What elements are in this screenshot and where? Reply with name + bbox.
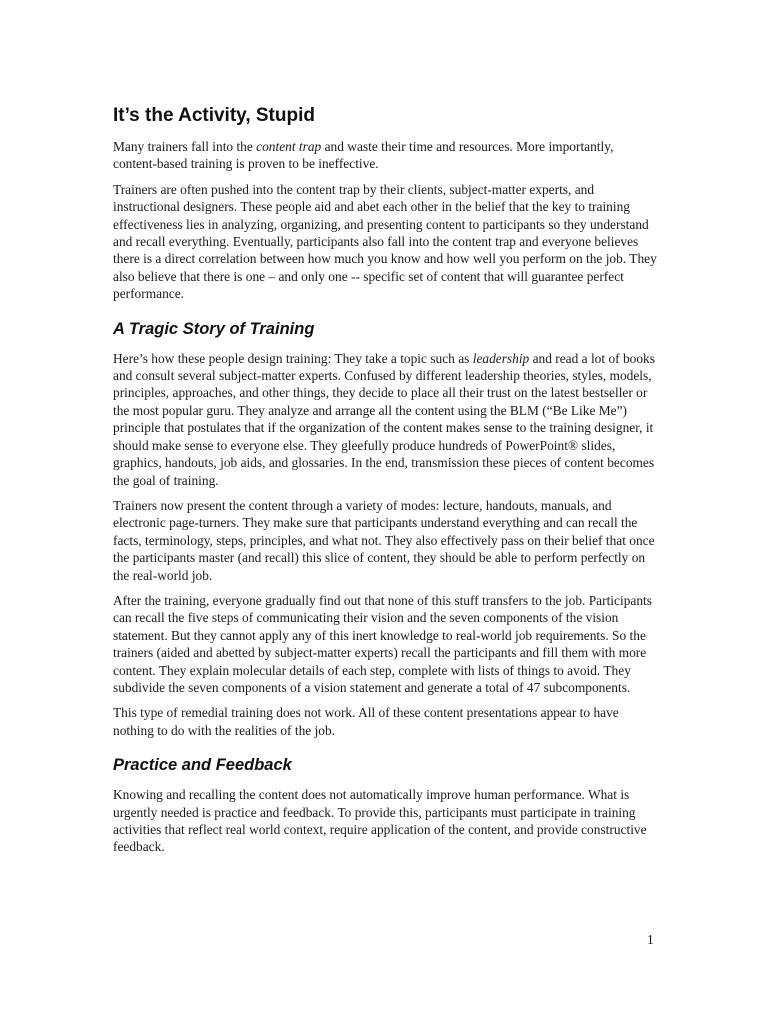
intro-text-after: and waste their time and resources. More importantly, content-based training is proven to be ineffective.: [113, 139, 614, 172]
section-1-paragraph-2: Trainers now present the content through a variety of modes: lecture, handouts, manuals, and electronic page-turners. They make sure that participants understand everything and can recall the facts, terminology, steps, principles, and what not. They also effectively pass on their belief that once the participants master (and recall) this slice of content, they should be able to perform perfectly on the real-world job.: [113, 497, 655, 583]
section-heading-tragic-story: A Tragic Story of Training: [113, 319, 315, 338]
intro-text-before: Many trainers fall into the: [113, 139, 257, 154]
s1p1-text-before: Here’s how these people design training: They take a topic such as: [113, 350, 473, 366]
intro-emphasis: content trap: [256, 139, 322, 154]
document-page: [113, 104, 658, 864]
page-title: It’s the Activity, Stupid: [113, 105, 315, 126]
page-number: 1: [647, 932, 654, 947]
section-1-paragraph-3: After the training, everyone gradually find out that none of this stuff transfers to the job. Participants can recall the five steps of communicating their vision and the seven components of the vision statement. But they cannot apply any of this inert knowledge to real-world job requirements. So the trainers (aided and abetted by subject-matter experts) recall the participants and fill them with more content. They explain molecular details of each step, complete with lists of things to avoid. They subdivide the seven components of a vision statement and generate a total of 47 subcomponents.: [113, 592, 652, 695]
s1p1-emphasis: leadership: [472, 350, 530, 366]
intro-paragraph: [113, 138, 658, 173]
section-1-paragraph-4: This type of remedial training does not work. All of these content presentations appear to have nothing to do with the realities of the job.: [113, 705, 619, 738]
section-1-paragraph-1: [113, 350, 658, 489]
section-heading-practice-feedback: Practice and Feedback: [113, 756, 292, 775]
section-2-paragraph-1: Knowing and recalling the content does not automatically improve human performance. What is urgently needed is practice and feedback. To provide this, participants must participate in training activities that reflect real world context, require application of the content, and provide constructive feedback.: [113, 787, 647, 855]
s1p1-text-after: and read a lot of books and consult several subject-matter experts. Confused by different leadership theories, styles, models, principles, approaches, and other things, they decide to place all their trust on the latest bestseller or the most popular guru. They analyze and arrange all the content using the BLM (“Be Like Me”) principle that postulates that if the organization of the content makes sense to the training designer, it should make sense to everyone else. They gleefully produce hundreds of PowerPoint® slides, graphics, handouts, job aids, and glossaries. In the end, transmission these pieces of content becomes the goal of training.: [113, 350, 655, 488]
body-paragraph: Trainers are often pushed into the content trap by their clients, subject-matter experts, and instructional designers. These people aid and abet each other in the belief that the key to training effectiveness lies in analyzing, organizing, and presenting content to participants so they understand and recall everything. Eventually, participants also fall into the content trap and everyone believes there is a direct correlation between how much you know and how well you perform on the job. They also believe that there is one – and only one -- specific set of content that will guarantee perfect performance.: [113, 181, 657, 302]
